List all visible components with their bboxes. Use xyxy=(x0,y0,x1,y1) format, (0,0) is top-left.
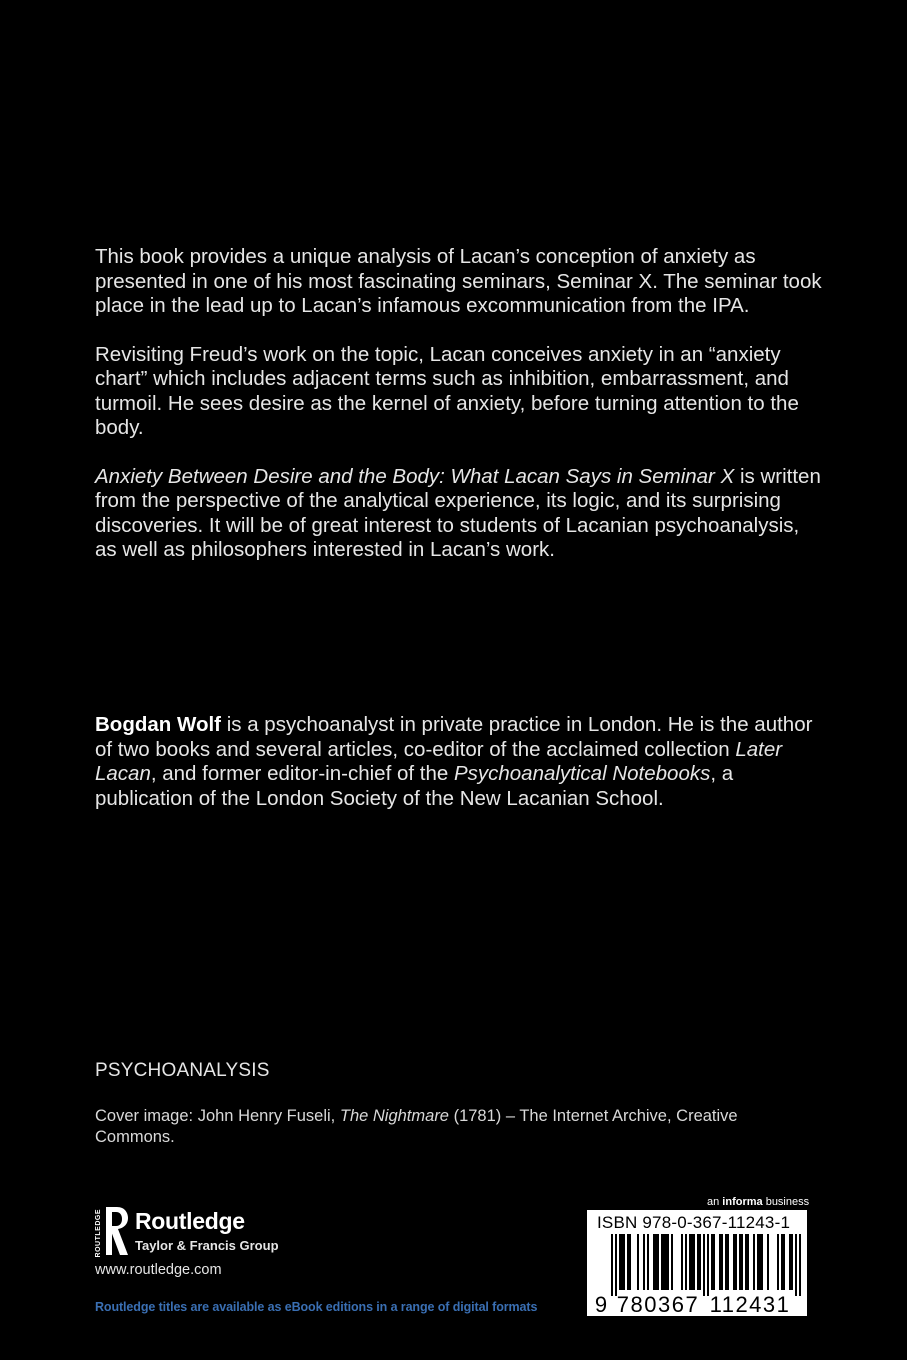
bio-text-3: , a publication of the London Society of the New Lacanian School. xyxy=(95,762,734,810)
barcode-bar xyxy=(697,1234,699,1290)
description-paragraph-3-text: is written from the perspective of the analytical experience, its logic, and its surprising discoveries. It will be of great interest to students of Lacanian psychoanalysis, as well as philosophers interested in Lacan’s work. xyxy=(95,464,821,561)
barcode-bar xyxy=(795,1234,797,1296)
barcode-digits-left: 780367 xyxy=(616,1292,700,1316)
barcode-bar xyxy=(611,1234,613,1296)
barcode-bar xyxy=(757,1234,759,1290)
barcode-bar xyxy=(761,1234,763,1290)
barcode-bar xyxy=(691,1234,693,1290)
barcode-bar xyxy=(655,1234,657,1290)
description-paragraph-1: This book provides a unique analysis of Lacan’s conception of anxiety as presented in one of his most fascinating seminars, Seminar X. The seminar took place in the lead up to Lacan’s infamous excommunication from the IPA. xyxy=(95,245,822,317)
barcode-bar xyxy=(741,1234,743,1290)
book-description xyxy=(95,245,825,587)
barcode-bar xyxy=(619,1234,621,1290)
barcode-bar xyxy=(745,1234,747,1290)
author-bio xyxy=(95,713,825,811)
barcode-bar xyxy=(721,1234,723,1290)
bio-text-1: is a psychoanalyst in private practice in London. He is the author of two books and several articles, co-editor of the acclaimed collection xyxy=(95,713,813,761)
barcode-bar xyxy=(643,1234,645,1290)
credit-prefix: Cover image: John Henry Fuseli, xyxy=(95,1107,340,1125)
barcode-bar xyxy=(685,1234,687,1290)
barcode-bars xyxy=(587,1210,807,1316)
barcode-bar xyxy=(767,1234,769,1290)
cover-image-credit xyxy=(95,1106,795,1148)
bio-journal-title: Psychoanalytical Notebooks xyxy=(453,762,711,785)
barcode-bar xyxy=(747,1234,749,1290)
publisher-name: Routledge xyxy=(135,1208,245,1234)
barcode-bar xyxy=(703,1234,705,1296)
ebook-availability-note: Routledge titles are available as eBook editions in a range of digital formats xyxy=(95,1300,538,1314)
bio-text-2: , and former editor-in-chief of the xyxy=(150,762,454,785)
barcode-bar xyxy=(657,1234,659,1290)
routledge-r-icon xyxy=(95,1205,129,1257)
barcode-bar xyxy=(653,1234,655,1290)
barcode-bar xyxy=(681,1234,683,1290)
barcode-bar xyxy=(739,1234,741,1290)
isbn-label: ISBN 978-0-367-11243-1 xyxy=(597,1213,791,1232)
barcode-bar xyxy=(733,1234,735,1290)
credit-artwork-title: The Nightmare xyxy=(339,1107,449,1125)
barcode-bar xyxy=(759,1234,761,1290)
barcode-bar xyxy=(667,1234,669,1290)
barcode-bar xyxy=(719,1234,721,1290)
publisher-group: Taylor & Francis Group xyxy=(135,1238,279,1253)
description-paragraph-2: Revisiting Freud’s work on the topic, Lacan conceives anxiety in an “anxiety chart” which includes adjacent terms such as inhibition, embarrassment, and turmoil. He sees desire as the kernel of anxiety, before turning attention to the body. xyxy=(95,342,799,439)
informa-brand: informa xyxy=(722,1196,763,1208)
barcode-bar xyxy=(623,1234,625,1290)
barcode-bar xyxy=(713,1234,715,1290)
barcode-bar xyxy=(725,1234,727,1290)
isbn-barcode xyxy=(587,1210,807,1316)
barcode-bar xyxy=(777,1234,779,1290)
barcode-bar xyxy=(783,1234,785,1290)
subject-category: PSYCHOANALYSIS xyxy=(95,1060,270,1081)
publisher-website: www.routledge.com xyxy=(95,1262,222,1278)
barcode-digit-first: 9 xyxy=(594,1292,608,1316)
barcode-bar xyxy=(781,1234,783,1290)
barcode-bar xyxy=(627,1234,629,1290)
barcode-bar xyxy=(727,1234,729,1290)
barcode-bar xyxy=(735,1234,737,1290)
barcode-bar xyxy=(629,1234,631,1290)
barcode-bar xyxy=(753,1234,755,1290)
barcode-bar xyxy=(647,1234,649,1290)
barcode-bar xyxy=(789,1234,791,1290)
barcode-bar xyxy=(699,1234,701,1290)
description-paragraph-3 xyxy=(95,465,825,563)
barcode-bar xyxy=(661,1234,663,1290)
author-name: Bogdan Wolf xyxy=(95,713,222,736)
barcode-bar xyxy=(615,1234,617,1296)
publisher-side-text: ROUTLEDGE xyxy=(95,1209,102,1258)
barcode-bar xyxy=(621,1234,623,1290)
barcode-digits-right: 112431 xyxy=(709,1292,791,1316)
barcode-bar xyxy=(707,1234,709,1296)
bio-book-later-lacan: Later Lacan xyxy=(95,737,783,785)
publisher-logo xyxy=(95,1205,295,1260)
book-title: Anxiety Between Desire and the Body: What Lacan Says in Seminar X xyxy=(95,464,735,488)
barcode-bar xyxy=(671,1234,673,1290)
barcode-bar xyxy=(693,1234,695,1290)
barcode-bar xyxy=(665,1234,667,1290)
barcode-bar xyxy=(689,1234,691,1290)
barcode-bar xyxy=(637,1234,639,1290)
barcode-bar xyxy=(663,1234,665,1290)
barcode-bar xyxy=(791,1234,793,1290)
informa-business-label: an informa business xyxy=(707,1196,810,1208)
barcode-bar xyxy=(711,1234,713,1290)
credit-suffix: (1781) – The Internet Archive, Creative Commons. xyxy=(95,1107,738,1146)
barcode-bar xyxy=(799,1234,801,1296)
